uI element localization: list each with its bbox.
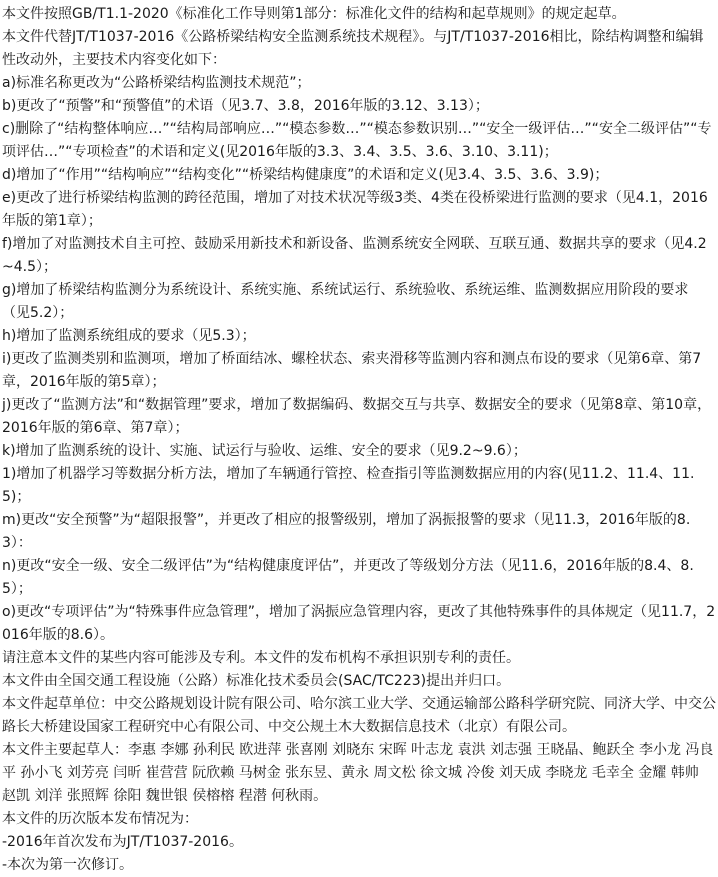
change-item-o: o)更改“专项评估”为“特殊事件应急管理”，增加了涡振应急管理内容，更改了其他特殊事件的具体规定（见11.7，2016年版的8.6）。 xyxy=(2,604,716,643)
drafters-paragraph: 本文件主要起草人：李惠 李娜 孙利民 欧进萍 张喜刚 刘晓东 宋晖 叶志龙 袁洪 刘志强 王晓晶、鲍跃全 李小龙 冯良平 孙小飞 刘芳亮 闫昕 崔营营 阮欣赖 马树金 张东昱、黄永 周文松 徐文城 冷俊 刘天成 李晓龙 毛幸全 金耀 韩帅 赵凯 刘洋 张照辉 徐阳 魏世银 侯榕榕 程潜 何秋雨。 xyxy=(2,742,714,804)
change-item-f: f)增加了对监测技术自主可控、鼓励采用新技术和新设备、监测系统安全网联、互联互通、数据共享的要求（见4.2~4.5）； xyxy=(2,236,707,275)
change-item-l: 1)增加了机器学习等数据分析方法，增加了车辆通行管控、检查指引等监测数据应用的内容(见11.2、11.4、11.5)； xyxy=(2,466,695,505)
change-item-c: c)删除了“结构整体响应…”“结构局部响应…”“模态参数…”“模态参数识别…”“安全一级评估…”“安全二级评估”“专项评估…”“专项检查”的术语和定义(见2016年版的3.3、3.4、3.5、3.6、3.10、3.11)； xyxy=(2,121,712,160)
version-history-item-2016: -2016年首次发布为JT/T1037-2016。 xyxy=(2,834,243,850)
version-history-item-current: -本次为第一次修订。 xyxy=(2,857,134,873)
change-item-g: g)增加了桥梁结构监测分为系统设计、系统实施、系统试运行、系统验收、系统运维、监测数据应用阶段的要求（见5.2）； xyxy=(2,282,689,321)
change-item-a: a)标准名称更改为“公路桥梁结构监测技术规范”； xyxy=(2,75,311,91)
change-item-b: b)更改了“预警”和“预警值”的术语（见3.7、3.8，2016年版的3.12、3.13）； xyxy=(2,98,489,114)
change-item-d: d)增加了“作用”“结构响应”“结构变化”“桥梁结构健康度”的术语和定义(见3.4、3.5、3.6、3.9)； xyxy=(2,167,609,183)
change-item-n: n)更改“安全一级、安全二级评估”为“结构健康度评估”，并更改了等级划分方法（见11.6，2016年版的8.4、8.5）； xyxy=(2,558,694,597)
patent-notice-paragraph: 请注意本文件的某些内容可能涉及专利。本文件的发布机构不承担识别专利的责任。 xyxy=(2,650,520,666)
proposer-paragraph: 本文件由全国交通工程设施（公路）标准化技术委员会(SAC/TC223)提出并归口。 xyxy=(2,673,511,689)
change-item-k: k)增加了监测系统的设计、实施、试运行与验收、运维、安全的要求（见9.2~9.6）； xyxy=(2,443,527,459)
change-item-m: m)更改“安全预警”为“超限报警”，并更改了相应的报警级别，增加了涡振报警的要求（见11.3，2016年版的8.3）： xyxy=(2,512,691,551)
change-item-h: h)增加了监测系统组成的要求（见5.3）； xyxy=(2,328,256,344)
change-item-j: j)更改了“监测方法”和“数据管理”要求，增加了数据编码、数据交互与共享、数据安全的要求（见第8章、第10章，2016年版的第6章、第7章）； xyxy=(2,397,712,436)
replacement-notice-paragraph: 本文件代替JT/T1037-2016《公路桥梁结构安全监测系统技术规程》。与JT/T1037-2016相比，除结构调整和编辑性改动外，主要技术内容变化如下： xyxy=(2,29,704,68)
drafting-organizations-paragraph: 本文件起草单位：中交公路规划设计院有限公司、哈尔滨工业大学、交通运输部公路科学研究院、同济大学、中交公路长大桥建设国家工程研究中心有限公司、中交公规土木大数据信息技术（北京）有限公司。 xyxy=(2,696,716,735)
change-item-i: i)更改了监测类别和监测项，增加了桥面结冰、螺栓状态、索夹滑移等监测内容和测点布设的要求（见第6章、第7章，2016年版的第5章）； xyxy=(2,351,702,390)
change-item-e: e)更改了进行桥梁结构监测的跨径范围，增加了对技术状况等级3类、4类在役桥梁进行监测的要求（见4.1，2016年版的第1章）； xyxy=(2,190,708,229)
drafting-basis-paragraph: 本文件按照GB/T1.1-2020《标准化工作导则第1部分：标准化文件的结构和起草规则》的规定起草。 xyxy=(2,6,626,22)
version-history-heading: 本文件的历次版本发布情况为： xyxy=(2,811,198,827)
